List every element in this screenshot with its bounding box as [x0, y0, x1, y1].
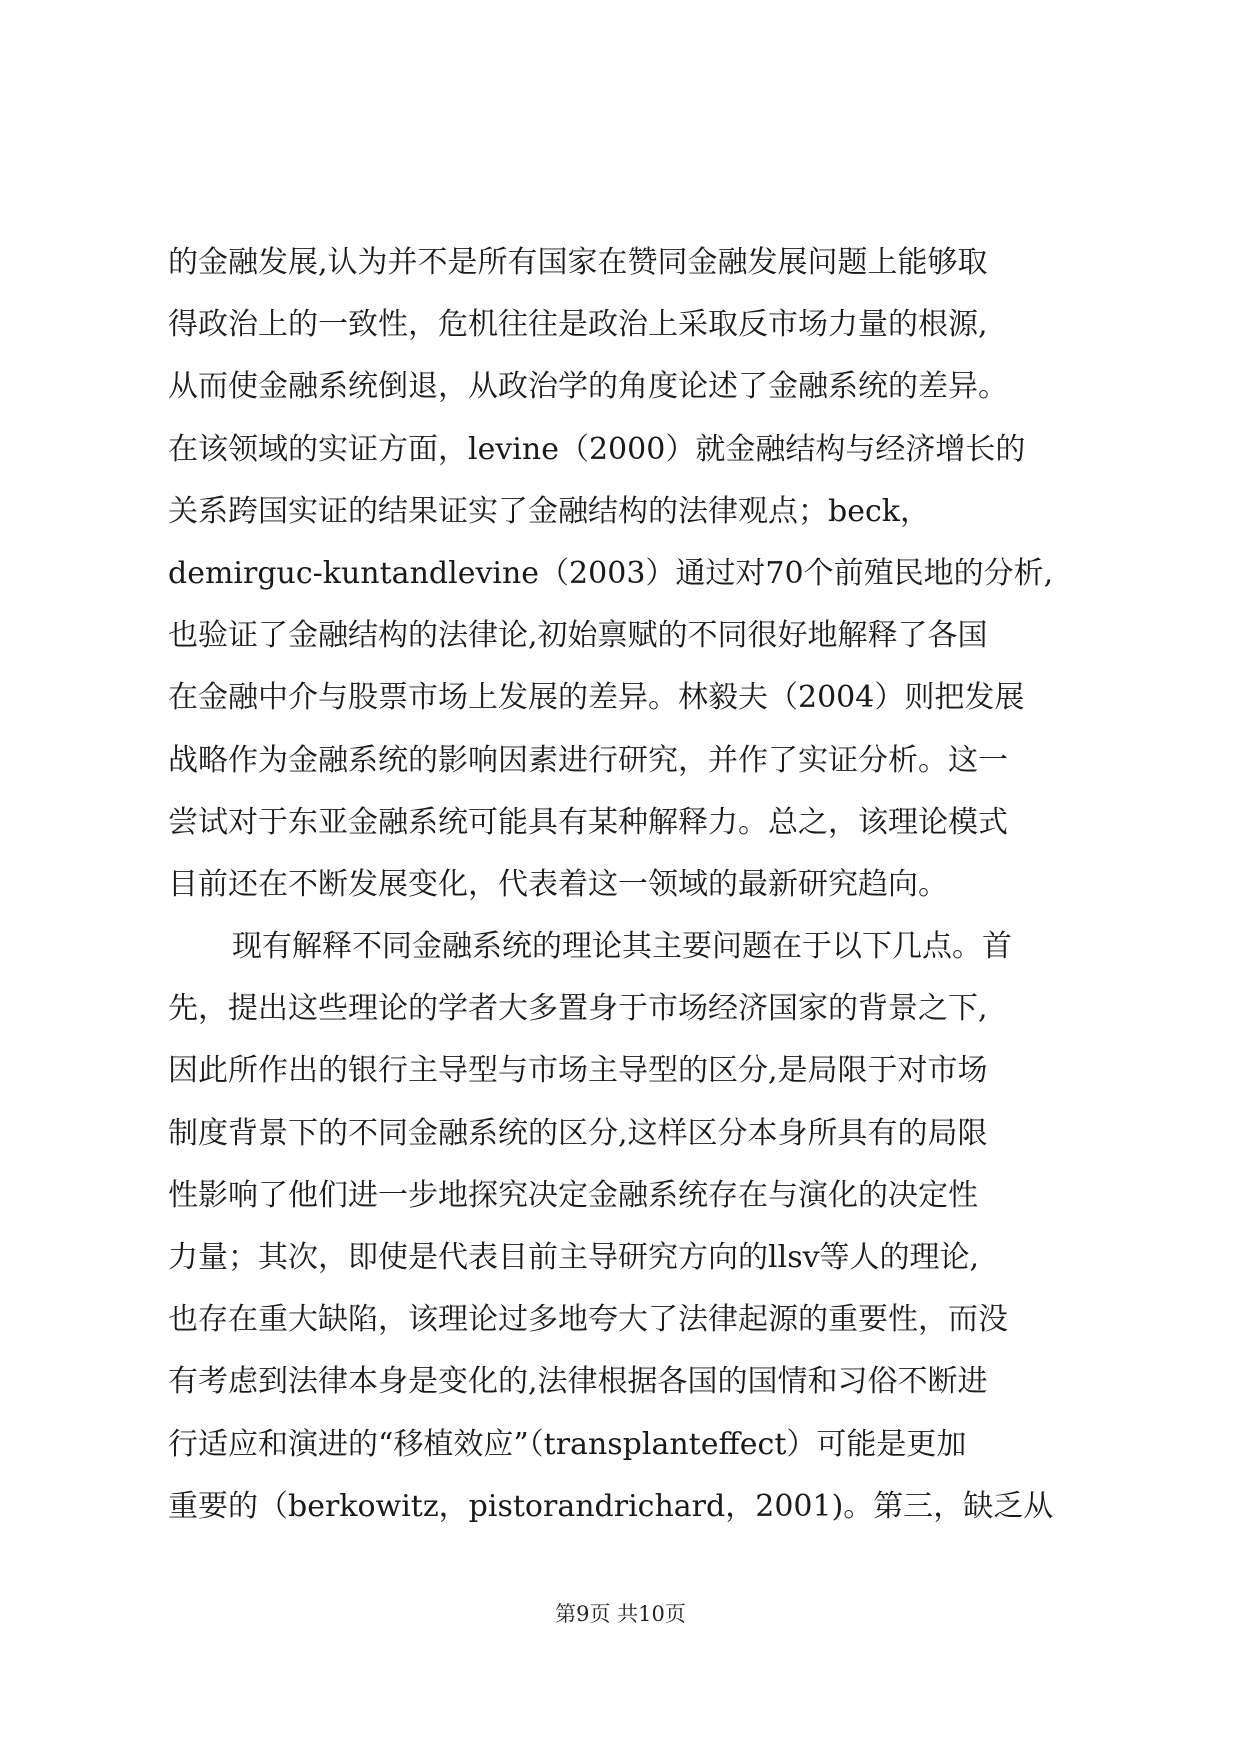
text-line-7: 也验证了金融结构的法律论,初始禀赋的不同很好地解释了各国 [168, 618, 988, 654]
text-line-19: 有考虑到法律本身是变化的,法律根据各国的国情和习俗不断进 [168, 1364, 988, 1400]
body-text [168, 232, 1088, 1538]
text-line-11: 目前还在不断发展变化，代表着这一领域的最新研究趋向。 [168, 866, 948, 902]
text-line-1: 的金融发展,认为并不是所有国家在赞同金融发展问题上能够取 [168, 245, 988, 280]
text-line-15: 制度背景下的不同金融系统的区分,这样区分本身所具有的局限 [168, 1115, 988, 1151]
text-line-8: 在金融中介与股票市场上发展的差异。林毅夫（2004）则把发展 [168, 680, 1025, 716]
text-line-2: 得政治上的一致性，危机往往是政治上采取反市场力量的根源, [168, 307, 988, 343]
text-line-3: 从而使金融系统倒退，从政治学的角度论述了金融系统的差异。 [168, 369, 1008, 405]
text-line-14: 因此所作出的银行主导型与市场主导型的区分,是局限于对市场 [168, 1053, 988, 1089]
text-line-16: 性影响了他们进一步地探究决定金融系统存在与演化的决定性 [168, 1177, 978, 1213]
text-line-17: 力量；其次，即使是代表目前主导研究方向的llsv等人的理论, [168, 1240, 980, 1275]
text-line-18: 也存在重大缺陷，该理论过多地夸大了法律起源的重要性，而没 [168, 1302, 1008, 1338]
text-line-9: 战略作为金融系统的影响因素进行研究，并作了实证分析。这一 [168, 742, 1008, 778]
text-line-12: 现有解释不同金融系统的理论其主要问题在于以下几点。首 [232, 929, 1012, 965]
text-line-10: 尝试对于东亚金融系统可能具有某种解释力。总之，该理论模式 [168, 804, 1008, 840]
text-line-4: 在该领域的实证方面，levine（2000）就金融结构与经济增长的 [168, 431, 1026, 467]
text-line-20: 行适应和演进的“移植效应”（transplanteffect）可能是更加 [168, 1426, 967, 1462]
text-line-21: 重要的（berkowitz，pistorandrichard，2001)。第三，缺乏从 [168, 1488, 1054, 1524]
text-line-6: demirguc-kuntandlevine（2003）通过对70个前殖民地的分析, [168, 555, 1054, 591]
text-line-13: 先，提出这些理论的学者大多置身于市场经济国家的背景之下, [168, 991, 988, 1027]
page-footer: 第9页 共10页 [555, 1602, 686, 1626]
text-line-5: 关系跨国实证的结果证实了金融结构的法律观点；beck， [168, 493, 930, 529]
